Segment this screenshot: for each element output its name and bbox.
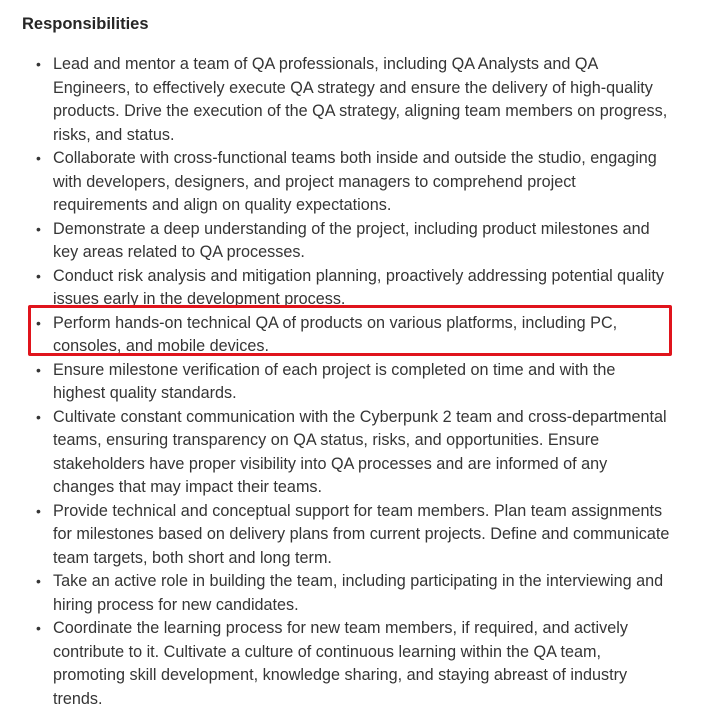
list-item: • Demonstrate a deep understanding of the project, including product milestones and key areas related to QA processes.: [0, 218, 690, 265]
list-item: • Collaborate with cross-functional teams both inside and outside the studio, engaging with developers, designers, and project managers to comprehend project requirements and align on quality expectations.: [0, 147, 690, 218]
list-item: • Cultivate constant communication with the Cyberpunk 2 team and cross-departmental teams, ensuring transparency on QA status, risks, and opportunities. Ensure stakeholders have proper visibility into QA processes and are informed of any changes that may impact their teams.: [0, 406, 690, 500]
list-item: • Take an active role in building the team, including participating in the interviewing and hiring process for new candidates.: [0, 570, 690, 617]
list-item: • Coordinate the learning process for new team members, if required, and actively contribute to it. Cultivate a culture of continuous learning within the QA team, promoting skill development, knowledge sharing, and staying abreast of industry trends.: [0, 617, 690, 711]
list-item: • Ensure milestone verification of each project is completed on time and with the highest quality standards.: [0, 359, 690, 406]
list-item-highlighted: • Perform hands-on technical QA of products on various platforms, including PC, consoles, and mobile devices.: [0, 312, 690, 359]
list-item: • Provide technical and conceptual support for team members. Plan team assignments for milestones based on delivery plans from current projects. Define and communicate team targets, both short and long term.: [0, 500, 690, 571]
list-item: • Conduct risk analysis and mitigation planning, proactively addressing potential quality issues early in the development process.: [0, 265, 690, 312]
responsibilities-list: [0, 53, 690, 711]
list-item: • Lead and mentor a team of QA professionals, including QA Analysts and QA Engineers, to effectively execute QA strategy and ensure the delivery of high-quality products. Drive the execution of the QA strategy, aligning team members on progress, risks, and status.: [0, 53, 690, 147]
section-heading: Responsibilities: [22, 15, 149, 33]
